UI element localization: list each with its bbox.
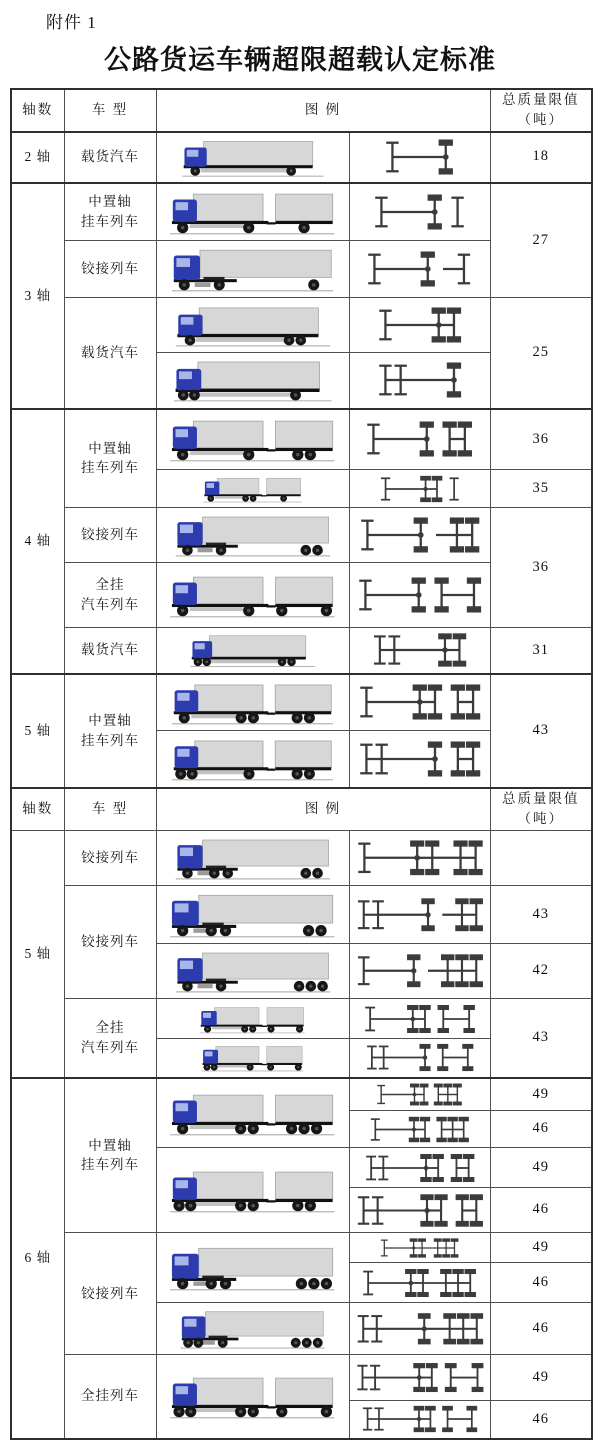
mass-limit-cell: 46 <box>490 1188 592 1233</box>
header-axles: 轴数 <box>11 788 64 831</box>
truck-illustration <box>165 245 340 294</box>
header-mass-limit: 总质量限值 （吨） <box>490 788 592 831</box>
table-row <box>11 674 592 731</box>
table-row <box>11 1078 592 1111</box>
table-row <box>11 999 592 1039</box>
axle-diagram <box>378 1237 461 1259</box>
vehicle-type-cell: 铰接列车 <box>64 1233 156 1355</box>
axle-diagram <box>367 1115 472 1144</box>
axle-diagram-cell <box>349 241 490 298</box>
axle-count-cell: 3 轴 <box>11 183 64 409</box>
truck-illustration-cell <box>156 183 349 241</box>
axle-diagram-cell <box>349 628 490 674</box>
mass-limit-cell: 36 <box>490 508 592 628</box>
axle-diagram <box>356 515 484 555</box>
mass-limit-cell: 18 <box>490 132 592 183</box>
table-row <box>11 508 592 563</box>
vehicle-type-cell: 铰接列车 <box>64 508 156 563</box>
axle-diagram <box>354 575 485 615</box>
attachment-label: 附件 1 <box>46 13 97 32</box>
mass-limit-cell: 25 <box>490 298 592 409</box>
truck-illustration <box>163 890 342 940</box>
axle-diagram <box>353 1311 487 1347</box>
mass-limit-cell: 46 <box>490 1401 592 1439</box>
table-row <box>11 298 592 353</box>
truck-illustration <box>185 631 321 669</box>
mass-limit-cell: 46 <box>490 1263 592 1303</box>
truck-illustration-cell <box>156 674 349 731</box>
axle-count-cell: 5 轴 <box>11 831 64 1078</box>
axle-diagram <box>381 137 457 177</box>
axle-diagram <box>377 474 463 504</box>
axle-diagram-cell <box>349 886 490 944</box>
truck-illustration <box>163 1371 342 1421</box>
truck-illustration-cell <box>156 1233 349 1303</box>
axle-diagram <box>353 896 487 934</box>
truck-illustration <box>169 835 337 882</box>
truck-illustration <box>165 678 340 727</box>
truck-illustration-cell <box>156 508 349 563</box>
truck-illustration <box>163 1088 342 1138</box>
axle-diagram <box>355 739 485 779</box>
truck-illustration-cell <box>156 132 349 183</box>
header-illustration: 图 例 <box>156 89 490 132</box>
axle-diagram-cell <box>349 563 490 628</box>
table-row <box>11 1233 592 1263</box>
truck-illustration <box>163 1243 342 1293</box>
axle-diagram <box>369 631 470 669</box>
axle-diagram <box>362 419 476 459</box>
truck-illustration <box>195 1003 309 1035</box>
axle-diagram <box>361 1003 478 1035</box>
truck-illustration <box>169 512 337 559</box>
axle-diagram-cell <box>349 1303 490 1355</box>
table-row <box>11 409 592 470</box>
header-mass-limit: 总质量限值 （吨） <box>490 89 592 132</box>
axle-diagram-cell <box>349 1039 490 1078</box>
truck-illustration <box>163 187 342 237</box>
header-illustration: 图 例 <box>156 788 490 831</box>
mass-limit-cell: 43 <box>490 674 592 788</box>
truck-illustration <box>163 414 342 464</box>
axle-count-cell: 5 轴 <box>11 674 64 788</box>
truck-illustration <box>199 474 306 504</box>
axle-diagram <box>353 952 487 990</box>
axle-diagram-cell <box>349 1148 490 1188</box>
truck-illustration <box>167 356 338 404</box>
mass-limit-cell <box>490 831 592 886</box>
mass-limit-cell: 46 <box>490 1111 592 1148</box>
mass-limit-cell: 49 <box>490 1148 592 1188</box>
axle-diagram-cell <box>349 409 490 470</box>
axle-count-cell: 2 轴 <box>11 132 64 183</box>
axle-diagram-cell <box>349 183 490 241</box>
mass-limit-cell: 49 <box>490 1078 592 1111</box>
mass-limit-cell: 43 <box>490 886 592 944</box>
vehicle-type-cell: 载货汽车 <box>64 628 156 674</box>
vehicle-type-cell: 全挂列车 <box>64 1355 156 1439</box>
table-row <box>11 886 592 944</box>
truck-illustration-cell <box>156 298 349 353</box>
standards-table <box>10 88 593 1440</box>
truck-illustration-cell <box>156 999 349 1039</box>
axle-diagram <box>370 192 469 232</box>
axle-count-cell: 4 轴 <box>11 409 64 674</box>
axle-diagram <box>374 360 465 400</box>
mass-limit-cell: 42 <box>490 944 592 999</box>
axle-diagram-cell <box>349 999 490 1039</box>
axle-diagram-cell <box>349 731 490 788</box>
axle-count-cell: 6 轴 <box>11 1078 64 1439</box>
table-row <box>11 831 592 886</box>
axle-diagram <box>362 1152 478 1184</box>
axle-diagram-cell <box>349 298 490 353</box>
axle-diagram-cell <box>349 353 490 409</box>
header-vehicle-type: 车 型 <box>64 788 156 831</box>
truck-illustration-cell <box>156 831 349 886</box>
vehicle-type-cell: 中置轴 挂车列车 <box>64 674 156 788</box>
axle-diagram-cell <box>349 674 490 731</box>
truck-illustration-cell <box>156 944 349 999</box>
vehicle-type-cell: 全挂 汽车列车 <box>64 999 156 1078</box>
truck-illustration-cell <box>156 886 349 944</box>
axle-diagram <box>374 1082 465 1107</box>
truck-illustration <box>165 734 340 783</box>
truck-illustration-cell <box>156 409 349 470</box>
mass-limit-cell: 49 <box>490 1355 592 1401</box>
vehicle-type-cell: 载货汽车 <box>64 132 156 183</box>
table-row <box>11 1355 592 1401</box>
mass-limit-cell: 49 <box>490 1233 592 1263</box>
axle-diagram-cell <box>349 831 490 886</box>
axle-diagram-cell <box>349 1263 490 1303</box>
truck-illustration <box>163 570 342 620</box>
axle-diagram <box>363 249 475 289</box>
axle-diagram-cell <box>349 470 490 508</box>
truck-illustration-cell <box>156 563 349 628</box>
truck-illustration-cell <box>156 1303 349 1355</box>
mass-limit-cell: 43 <box>490 999 592 1078</box>
vehicle-type-cell: 全挂 汽车列车 <box>64 563 156 628</box>
truck-illustration-cell <box>156 470 349 508</box>
truck-illustration <box>163 1165 342 1215</box>
vehicle-type-cell: 中置轴 挂车列车 <box>64 183 156 241</box>
axle-diagram <box>355 682 485 722</box>
truck-illustration <box>174 1307 331 1351</box>
mass-limit-cell: 27 <box>490 183 592 298</box>
truck-illustration-cell <box>156 1148 349 1233</box>
mass-limit-cell: 46 <box>490 1303 592 1355</box>
truck-illustration-cell <box>156 353 349 409</box>
table-row <box>11 132 592 183</box>
axle-diagram <box>359 1404 480 1434</box>
axle-diagram <box>353 1361 487 1394</box>
axle-diagram-cell <box>349 132 490 183</box>
mass-limit-cell: 35 <box>490 470 592 508</box>
mass-limit-cell: 36 <box>490 409 592 470</box>
header-axles: 轴数 <box>11 89 64 132</box>
truck-illustration <box>176 136 330 179</box>
truck-illustration <box>169 302 337 349</box>
axle-diagram <box>359 1267 479 1299</box>
axle-diagram <box>363 1042 477 1073</box>
axle-diagram <box>353 838 487 878</box>
mass-limit-cell: 31 <box>490 628 592 674</box>
truck-illustration-cell <box>156 1078 349 1148</box>
truck-illustration-cell <box>156 1355 349 1439</box>
axle-diagram-cell <box>349 1233 490 1263</box>
axle-diagram-cell <box>349 1111 490 1148</box>
truck-illustration-cell <box>156 731 349 788</box>
vehicle-type-cell: 铰接列车 <box>64 241 156 298</box>
axle-diagram-cell <box>349 508 490 563</box>
axle-diagram-cell <box>349 1078 490 1111</box>
vehicle-type-cell: 中置轴 挂车列车 <box>64 1078 156 1233</box>
truck-illustration <box>197 1042 308 1073</box>
table-row <box>11 183 592 241</box>
axle-diagram-cell <box>349 1355 490 1401</box>
axle-diagram <box>374 305 465 345</box>
table-header-row <box>11 788 592 831</box>
truck-illustration-cell <box>156 241 349 298</box>
axle-diagram-cell <box>349 944 490 999</box>
truck-illustration-cell <box>156 1039 349 1078</box>
table-row <box>11 628 592 674</box>
axle-diagram-cell <box>349 1401 490 1439</box>
truck-illustration <box>169 948 337 995</box>
page-title: 公路货运车辆超限超载认定标准 <box>104 45 496 75</box>
vehicle-type-cell: 铰接列车 <box>64 831 156 886</box>
axle-diagram <box>353 1192 487 1229</box>
header-vehicle-type: 车 型 <box>64 89 156 132</box>
vehicle-type-cell: 中置轴 挂车列车 <box>64 409 156 508</box>
vehicle-type-cell: 载货汽车 <box>64 298 156 409</box>
table-header-row <box>11 89 592 132</box>
truck-illustration-cell <box>156 628 349 674</box>
axle-diagram-cell <box>349 1188 490 1233</box>
vehicle-type-cell: 铰接列车 <box>64 886 156 999</box>
